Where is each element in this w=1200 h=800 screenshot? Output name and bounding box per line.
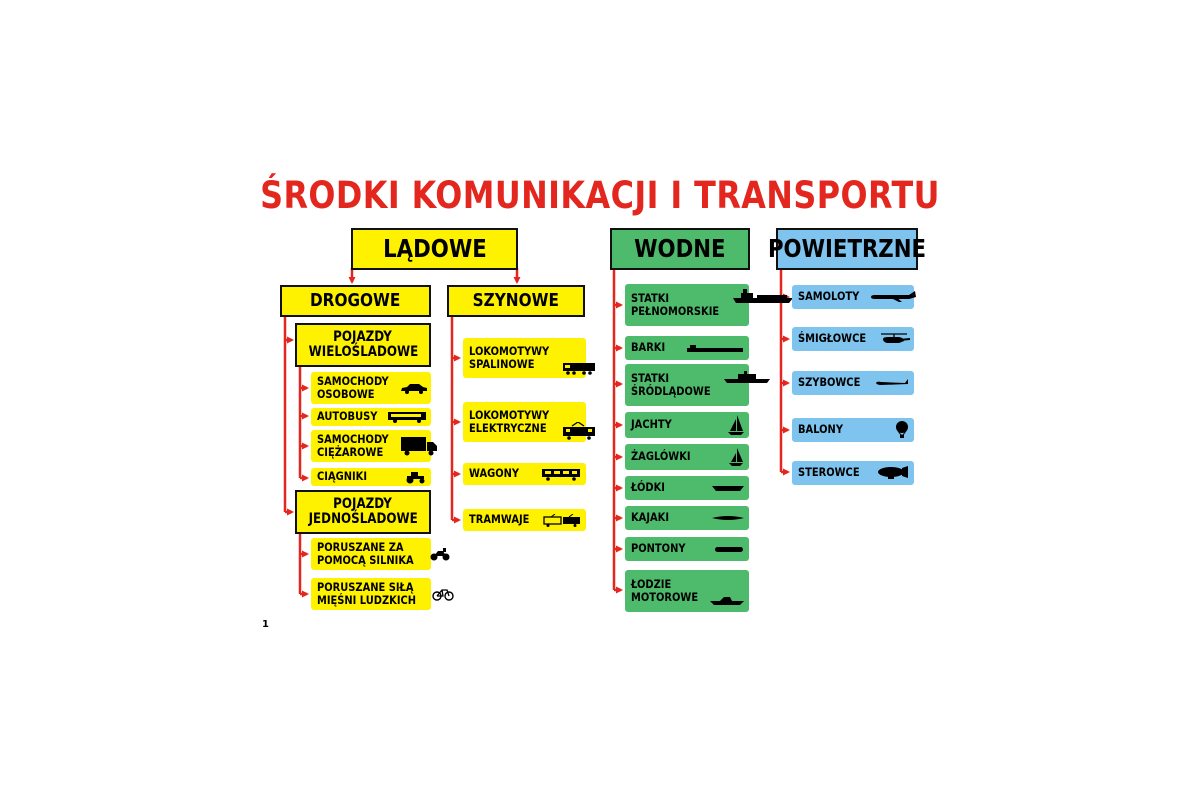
group-pojazdy-wieloosladowe xyxy=(295,323,431,367)
item-label: PONTONY xyxy=(631,541,686,556)
list-item-jachty xyxy=(625,412,749,438)
kayak-icon xyxy=(712,514,744,522)
item-label: LOKOMOTYWY xyxy=(469,407,550,422)
item-label: PEŁNOMORSKIE xyxy=(631,304,720,318)
boat-icon xyxy=(712,484,744,492)
list-item-samochody-ciezarowe xyxy=(311,430,431,462)
subcategory-drogowe xyxy=(280,285,431,317)
list-item-sterowce xyxy=(792,461,914,485)
item-label: OSOBOWE xyxy=(317,387,375,401)
car-icon xyxy=(400,382,428,394)
item-label: ŁODZIE xyxy=(631,576,672,591)
category-wodne-label: WODNE xyxy=(634,233,726,263)
list-item-lodzie-motorowe xyxy=(625,570,749,612)
list-item-statki-srodladowe xyxy=(625,364,749,406)
sailboat-icon xyxy=(728,447,744,467)
list-item-lokomotywy-spalinowe xyxy=(463,338,586,378)
tractor-icon xyxy=(404,470,426,484)
list-item-balony xyxy=(792,418,914,442)
item-label: ŁÓDKI xyxy=(631,480,665,495)
airship-icon xyxy=(877,466,909,480)
subcategory-drogowe-label: DROGOWE xyxy=(310,289,401,311)
item-label: MIĘŚNI LUDZKICH xyxy=(317,593,417,607)
railcar-icon xyxy=(541,468,581,481)
list-item-zaglowki xyxy=(625,444,749,470)
item-label: SAMOCHODY xyxy=(317,373,389,388)
pontoon-icon xyxy=(714,545,744,553)
group-pojazdy-jednosladowe xyxy=(295,490,431,534)
motorboat-icon xyxy=(710,596,744,606)
list-item-samoloty xyxy=(792,285,914,309)
airplane-icon xyxy=(869,291,917,303)
item-label: CIĘŻAROWE xyxy=(317,445,384,459)
item-label: SPALINOWE xyxy=(469,357,535,371)
list-item-pontony xyxy=(625,537,749,561)
subcategory-szynowe-label: SZYNOWE xyxy=(472,289,560,311)
category-wodne xyxy=(610,228,750,270)
item-label: MOTOROWE xyxy=(631,590,699,604)
group-jednosladowe-line1: POJAZDY xyxy=(333,496,393,513)
bicycle-icon xyxy=(432,587,454,601)
list-item-poruszane-za-pomoca-silnika xyxy=(311,538,431,570)
item-label: KAJAKI xyxy=(631,510,670,525)
balloon-icon xyxy=(895,421,909,439)
category-powietrzne xyxy=(767,228,927,270)
glider-icon xyxy=(875,378,909,388)
item-label: PORUSZANE SIŁĄ xyxy=(317,579,414,594)
item-label: ŻAGLÓWKI xyxy=(631,449,691,464)
category-ladowe-label: LĄDOWE xyxy=(382,233,487,263)
list-item-tramwaje xyxy=(463,509,586,531)
list-item-lokomotywy-elektryczne xyxy=(463,402,586,442)
ocean-ship-icon xyxy=(733,288,793,304)
subcategory-szynowe xyxy=(447,285,585,317)
item-label: STATKI xyxy=(631,290,670,305)
item-label: LOKOMOTYWY xyxy=(469,343,550,358)
list-item-szybowce xyxy=(792,371,914,395)
item-label: STATKI xyxy=(631,370,670,385)
list-item-barki xyxy=(625,336,749,360)
item-label: JACHTY xyxy=(631,417,672,432)
yacht-icon xyxy=(728,414,744,436)
group-wieloosladowe-line1: POJAZDY xyxy=(333,329,393,346)
list-item-wagony xyxy=(463,463,586,485)
list-item-smiglowce xyxy=(792,327,914,351)
group-jednosladowe-line2: JEDNOŚLADOWE xyxy=(308,511,418,527)
item-label: SZYBOWCE xyxy=(798,375,861,390)
page-title: ŚRODKI KOMUNIKACJI I TRANSPORTU xyxy=(260,174,940,217)
item-label: BALONY xyxy=(798,422,843,437)
item-label: TRAMWAJE xyxy=(469,512,530,527)
item-label: ELEKTRYCZNE xyxy=(469,421,547,435)
diesel-locomotive-icon xyxy=(562,361,596,375)
bus-icon xyxy=(387,411,427,423)
list-item-poruszane-sila-miesni xyxy=(311,578,431,610)
item-label: POMOCĄ SILNIKA xyxy=(317,553,414,567)
item-label: PORUSZANE ZA xyxy=(317,539,404,554)
item-label: ŚMIGŁOWCE xyxy=(798,331,867,346)
list-item-statki-pelnomorskie xyxy=(625,284,749,326)
barge-icon xyxy=(686,343,744,353)
group-wieloosladowe-line2: WIELOŚLADOWE xyxy=(308,344,418,360)
tram-icon xyxy=(543,514,581,527)
item-label: ŚRÓDLĄDOWE xyxy=(631,384,711,398)
item-label: SAMOCHODY xyxy=(317,431,389,446)
truck-icon xyxy=(400,436,438,456)
list-item-samochody-osobowe xyxy=(311,372,431,404)
item-label: SAMOLOTY xyxy=(798,289,860,304)
list-item-ciagniki xyxy=(311,468,431,486)
category-powietrzne-label: POWIETRZNE xyxy=(767,233,927,263)
list-item-kajaki xyxy=(625,506,749,530)
helicopter-icon xyxy=(877,332,911,346)
item-label: AUTOBUSY xyxy=(317,409,378,424)
page-number: 1 xyxy=(262,619,269,630)
electric-locomotive-icon xyxy=(562,422,596,440)
item-label: WAGONY xyxy=(469,466,520,481)
motorcycle-icon xyxy=(429,547,451,561)
list-item-autobusy xyxy=(311,408,431,426)
river-ship-icon xyxy=(724,370,770,384)
item-label: STEROWCE xyxy=(798,465,860,480)
category-ladowe xyxy=(351,228,518,270)
item-label: CIĄGNIKI xyxy=(317,469,368,484)
list-item-lodki xyxy=(625,476,749,500)
item-label: BARKI xyxy=(631,340,666,355)
